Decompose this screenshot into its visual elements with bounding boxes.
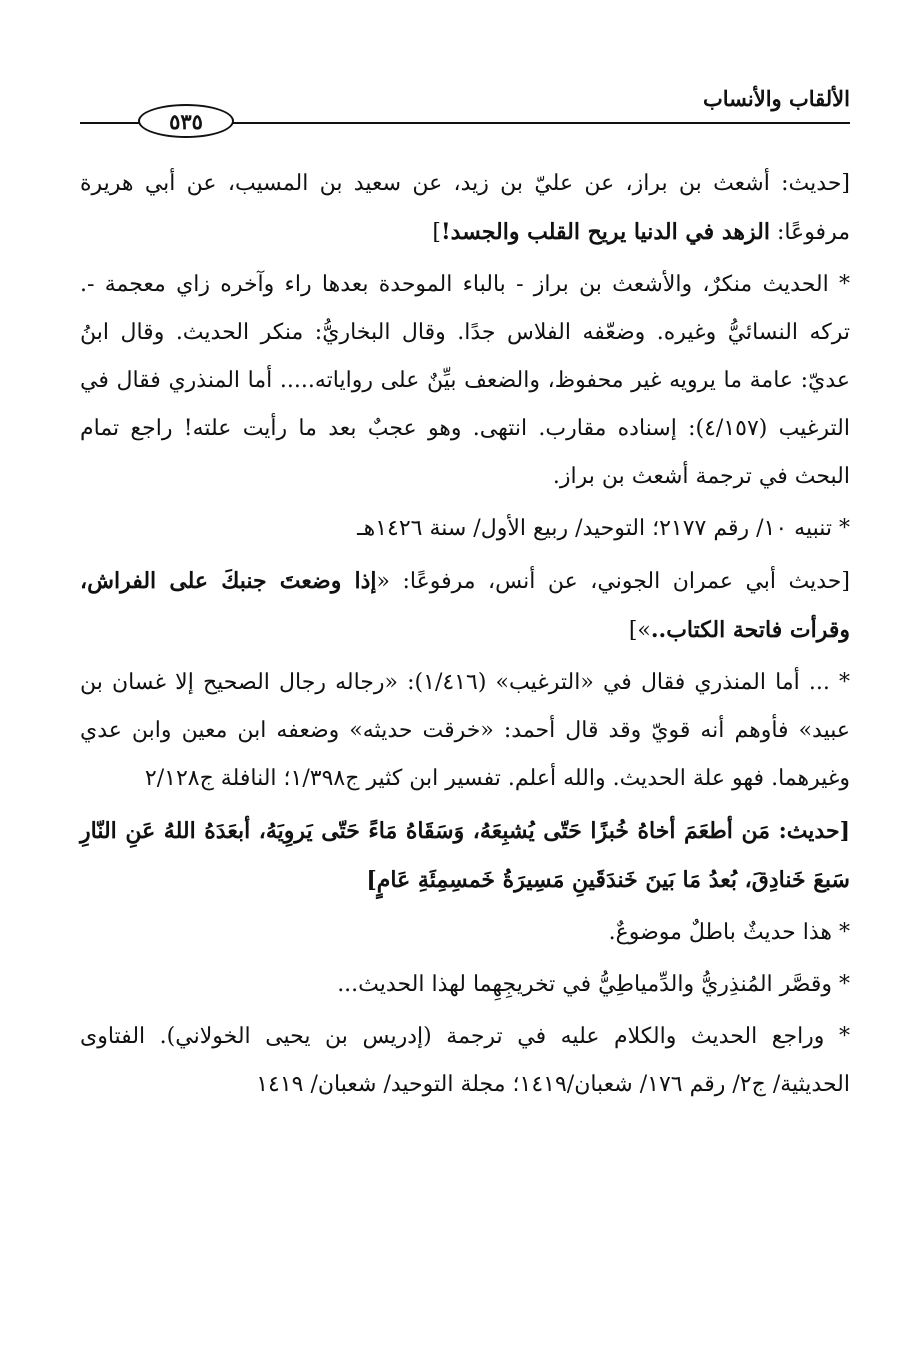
running-title: الألقاب والأنساب — [702, 86, 850, 111]
paragraph-text: * هذا حديثٌ باطلٌ موضوعٌ. — [608, 920, 850, 945]
paragraph — [80, 261, 850, 501]
bold-text: إذا وضعتَ جنبكَ على الفراش، وقرأت فاتحة الكتاب.. — [80, 568, 850, 643]
paragraph-text: * تنبيه ١٠/ رقم ٢١٧٧؛ التوحيد/ ربيع الأول/ سنة ١٤٢٦هـ — [357, 516, 850, 541]
paragraph-text: »] — [628, 618, 651, 643]
paragraph — [80, 961, 850, 1009]
paragraph — [80, 160, 850, 257]
paragraph-text: * ... أما المنذري فقال في «الترغيب» (١/٤١٦): «رجاله رجال الصحيح إلا غسان بن عبيد» فأوهم أنه قويّ وقد قال أحمد: «خرقت حديثه» وضعفه ابن معين وابن عدي وغيرهما. فهو علة الحديث. والله أعلم. تفسير ابن كثير ج١/٣٩٨؛ النافلة ج٢/١٢٨ — [80, 670, 850, 791]
paragraph-text: * الحديث منكرٌ، والأشعث بن براز - بالباء الموحدة بعدها راء وآخره زاي معجمة -. تركه النسائيُّ وغيره. وضعّفه الفلاس جدًا. وقال البخاريُّ: منكر الحديث. وقال ابنُ عديّ: عامة ما يرويه غير محفوظ، والضعف بيِّنٌ على رواياته..... أما المنذري فقال في الترغيب (٤/١٥٧): إسناده مقارب. انتهى. وهو عجبٌ بعد ما رأيت علته! راجع تمام البحث في ترجمة أشعث بن براز. — [80, 272, 850, 489]
paragraph-text: [حديث أبي عمران الجوني، عن أنس، مرفوعًا: « — [376, 569, 850, 594]
page-number: ٥٣٥ — [138, 104, 234, 138]
paragraph-text: * وراجع الحديث والكلام عليه في ترجمة (إدريس بن يحيى الخولاني). الفتاوى الحديثية/ ج٢/ رقم ١٧٦/ شعبان/١٤١٩؛ مجلة التوحيد/ شعبان/ ١٤١٩ — [80, 1024, 850, 1097]
body-text — [80, 160, 850, 1113]
paragraph — [80, 505, 850, 553]
bold-text: [حديث: مَن أطعَمَ أخاهُ خُبزًا حَتّى يُشبِعَهُ، وَسَقَاهُ مَاءً حَتّى يَروِيَهُ، أبعَدَهُ اللهُ عَنِ النّارِ سَبعَ خَنادِقَ، بُعدُ مَا بَينَ خَندَقَينِ مَسِيرَةُ خَمسِمِئَةِ عَامٍ] — [80, 818, 850, 893]
paragraph-text: ] — [432, 220, 441, 245]
paragraph — [80, 807, 850, 905]
bold-text: الزهد في الدنيا يريح القلب والجسد! — [440, 219, 770, 245]
paragraph — [80, 909, 850, 957]
paragraph-text: [حديث: أشعث بن براز، عن عليّ بن زيد، عن سعيد بن المسيب، عن أبي هريرة مرفوعًا: — [80, 171, 850, 245]
paragraph — [80, 659, 850, 803]
paragraph — [80, 557, 850, 655]
page-header — [80, 86, 850, 136]
paragraph-text: * وقصَّر المُنذِريُّ والدِّمياطِيُّ في تخريجِهِما لهذا الحديث... — [337, 972, 850, 997]
paragraph — [80, 1013, 850, 1109]
